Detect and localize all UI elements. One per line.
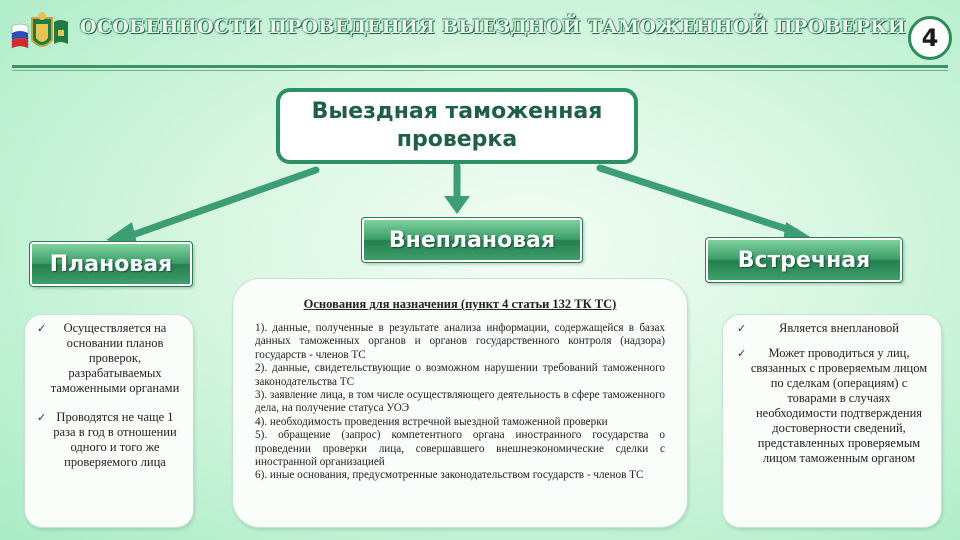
ground-item: 2). данные, свидетельствующие о возможном нарушении требований таможенного законодательства ТС <box>255 362 665 388</box>
main-topic-title: Выездная таможенная проверка <box>311 99 603 152</box>
counter-label: Встречная <box>706 238 902 282</box>
arrow-to-planned <box>124 170 316 238</box>
check-icon: ✓ <box>37 411 47 424</box>
arrowhead-unplanned <box>444 196 470 214</box>
customs-emblem-icon <box>8 8 70 60</box>
planned-label: Плановая <box>30 242 192 286</box>
main-topic-box <box>276 88 638 164</box>
planned-panel <box>24 314 194 528</box>
check-icon: ✓ <box>737 322 747 335</box>
page-number-badge: 4 <box>908 16 952 60</box>
check-icon: ✓ <box>737 347 747 360</box>
counter-panel <box>722 314 942 528</box>
arrow-to-counter <box>600 168 796 232</box>
title-divider <box>12 65 948 68</box>
planned-item: ✓ Проводятся не чаще 1 раза в год в отношении одного и того же проверяемого лица <box>37 410 177 469</box>
ground-item: 4). необходимость проведения встречной выездной таможенной проверки <box>255 415 608 428</box>
grounds-heading: Основания для назначения (пункт 4 статьи 132 ТК ТС) <box>303 297 617 311</box>
check-icon: ✓ <box>37 322 47 335</box>
unplanned-panel <box>232 278 688 528</box>
ground-item: 5). обращение (запрос) компетентного органа иностранного государства о проведении проверки лица, совершавшего внешнеэкономические сделки с иностранной организацией <box>255 429 665 469</box>
page-title: ОСОБЕННОСТИ ПРОВЕДЕНИЯ ВЫЕЗДНОЙ ТАМОЖЕННОЙ ПРОВЕРКИ <box>80 16 907 38</box>
ground-item: 1). данные, полученные в результате анализа информации, содержащейся в базах данных таможенных органов и органов государственного контроля (надзора) государств - членов ТС <box>255 322 665 361</box>
title-divider-thin <box>12 70 948 71</box>
ground-item: 3). заявление лица, в том числе осуществляющего деятельность в сфере таможенного дела, на получение статуса УОЭ <box>255 389 665 415</box>
counter-item: ✓ Может проводиться у лиц, связанных с проверяемым лицом по сделкам (операциям) с товарами в случаях необходимости подтверждения достоверности сведений, представленных проверяемым лицом таможенным органом <box>737 346 928 465</box>
planned-item: ✓ Осуществляется на основании планов проверок, разрабатываемых таможенными органами <box>37 321 180 395</box>
unplanned-label: Внеплановая <box>362 218 582 262</box>
ground-item: 6). иные основания, предусмотренные законодательством государств - членов ТС <box>255 469 644 482</box>
counter-item: ✓ Является внеплановой <box>737 321 899 335</box>
